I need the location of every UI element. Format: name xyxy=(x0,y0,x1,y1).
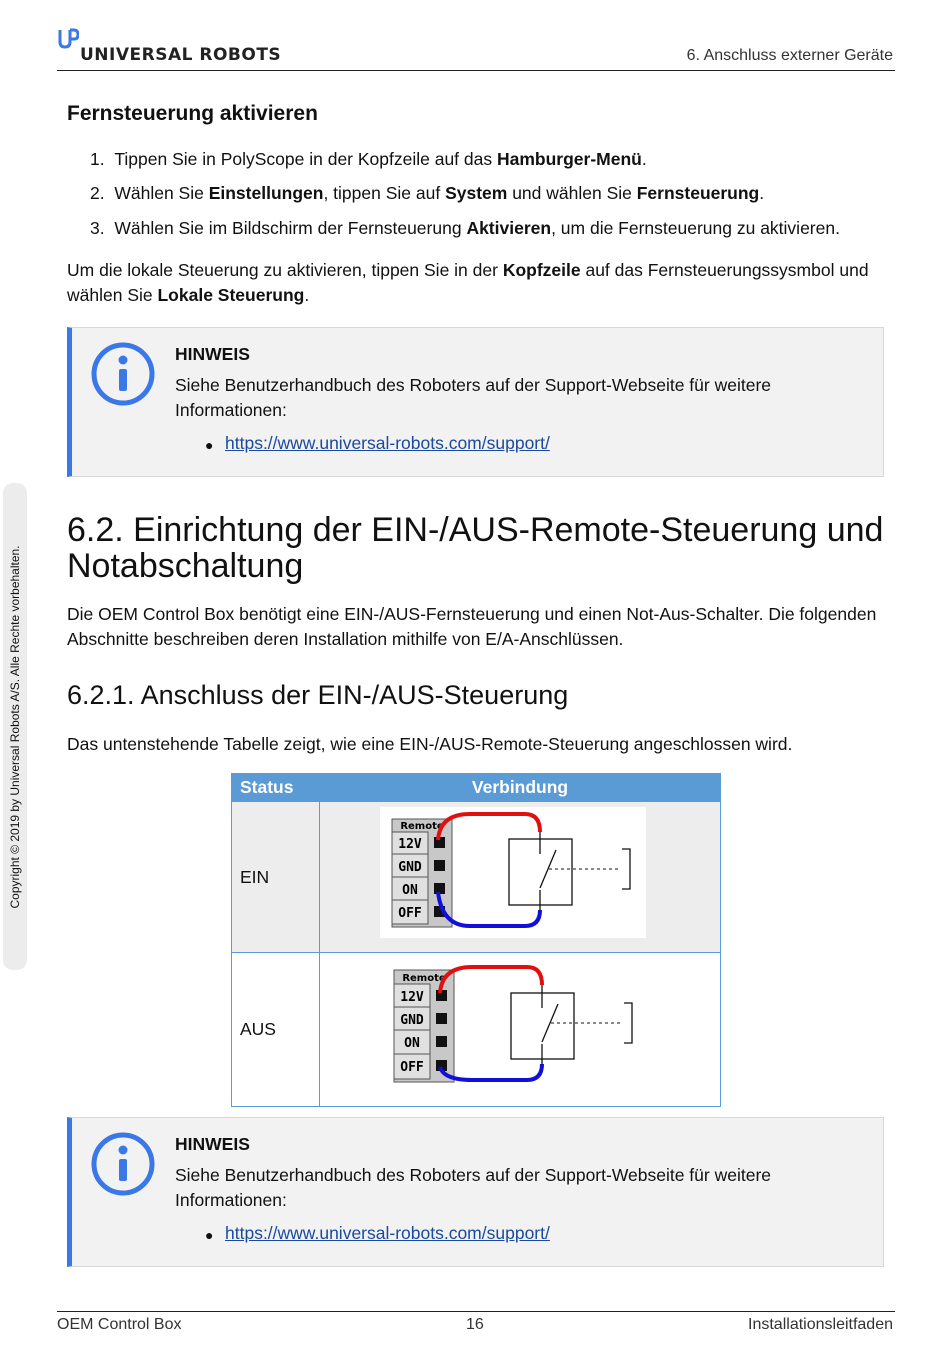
terminal-header: Remote xyxy=(400,821,444,832)
table-row xyxy=(232,802,721,953)
list-item: 3. Wählen Sie im Bildschirm der Fernsteuerung Aktivieren, um die Fernsteuerung zu aktivieren. xyxy=(90,218,840,238)
info-icon xyxy=(90,341,156,407)
status-cell: AUS xyxy=(232,953,320,1107)
local-control-paragraph: Um die lokale Steuerung zu aktivieren, tippen Sie in der Kopfzeile auf das Fernsteuerungssysmbol und wählen Sie Lokale Steuerung. xyxy=(67,260,869,305)
footer-doc-type: Installationsleitfaden xyxy=(748,1316,893,1333)
terminal-label: GND xyxy=(400,1013,424,1028)
terminal-label: GND xyxy=(398,860,422,875)
terminal-label: 12V xyxy=(398,837,422,852)
table-header-row xyxy=(232,774,721,802)
note-text: Siehe Benutzerhandbuch des Roboters auf der Support-Webseite für weitere Informationen: xyxy=(175,1165,772,1210)
page-number: 16 xyxy=(466,1316,484,1333)
footer-divider xyxy=(57,1311,895,1312)
list-item: 2. Wählen Sie Einstellungen, tippen Sie auf System und wählen Sie Fernsteuerung. xyxy=(90,183,765,203)
terminal-header: Remote xyxy=(402,973,446,984)
bullet: ● xyxy=(205,1227,214,1243)
section-title-6-2: 6.2. Einrichtung der EIN-/AUS-Remote-Steuerung und Notabschaltung xyxy=(67,511,884,585)
logo-text: UNIVERSAL ROBOTS xyxy=(80,45,282,65)
header-connection: Verbindung xyxy=(320,774,721,802)
switch-symbol xyxy=(511,985,632,1064)
support-link[interactable]: https://www.universal-robots.com/support/ xyxy=(225,433,550,453)
info-icon xyxy=(90,1131,156,1197)
section-title-activate: Fernsteuerung aktivieren xyxy=(67,102,318,125)
connection-table xyxy=(231,773,721,1107)
table-row xyxy=(232,953,721,1107)
footer-product: OEM Control Box xyxy=(57,1316,182,1333)
status-cell: EIN xyxy=(232,802,320,953)
chapter-title: 6. Anschluss externer Geräte xyxy=(686,47,893,64)
note-box xyxy=(67,1117,884,1267)
terminal-label: 12V xyxy=(400,990,424,1005)
note-box xyxy=(67,327,884,477)
note-title: HINWEIS xyxy=(175,344,250,364)
terminal-label: OFF xyxy=(400,1060,424,1075)
terminal-label: ON xyxy=(402,883,418,898)
wiring-cell xyxy=(320,953,721,1107)
note-title: HINWEIS xyxy=(175,1134,250,1154)
list-item: 1. Tippen Sie in PolyScope in der Kopfzeile auf das Hamburger-Menü. xyxy=(90,149,647,169)
wiring-cell xyxy=(320,802,721,953)
wiring-diagram-on xyxy=(320,802,720,947)
support-link[interactable]: https://www.universal-robots.com/support/ xyxy=(225,1223,550,1243)
ur-logo-icon xyxy=(57,28,79,50)
section-title-6-2-1: 6.2.1. Anschluss der EIN-/AUS-Steuerung xyxy=(67,680,569,710)
header-divider xyxy=(57,70,895,71)
terminal-label: ON xyxy=(404,1036,420,1051)
section-6-2-paragraph: Die OEM Control Box benötigt eine EIN-/AUS-Fernsteuerung und einen Not-Aus-Schalter. Die folgenden Abschnitte beschreiben deren Installation mithilfe von E/A-Anschlüssen. xyxy=(67,604,877,649)
section-6-2-1-paragraph: Das untenstehende Tabelle zeigt, wie eine EIN-/AUS-Remote-Steuerung angeschlossen wird. xyxy=(67,734,793,754)
note-text: Siehe Benutzerhandbuch des Roboters auf der Support-Webseite für weitere Informationen: xyxy=(175,375,772,420)
terminal-label: OFF xyxy=(398,906,422,921)
terminal-block xyxy=(394,970,454,1082)
header-status: Status xyxy=(232,774,320,802)
copyright-text: Copyright © 2019 by Universal Robots A/S. Alle Rechte vorbehalten. xyxy=(8,545,22,909)
wiring-diagram-off xyxy=(320,953,720,1101)
bullet: ● xyxy=(205,437,214,453)
